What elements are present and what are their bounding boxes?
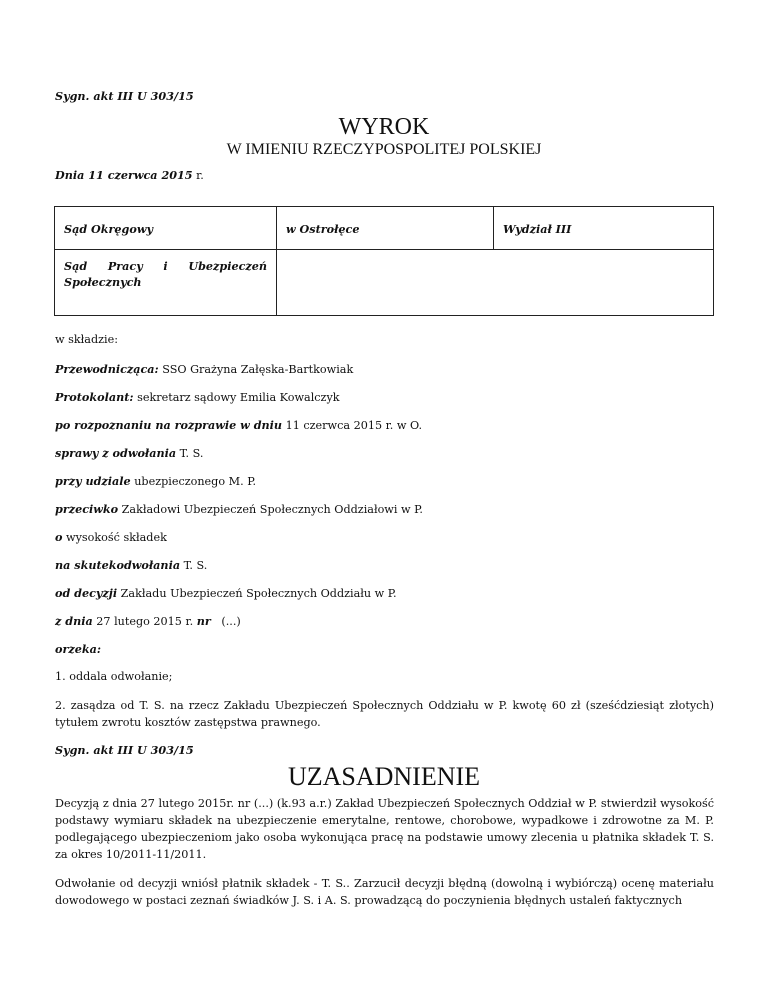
document-title: WYROK xyxy=(338,114,430,140)
court-clerk: Protokolant: sekretarz sądowy Emilia Kowalczyk xyxy=(55,390,340,404)
court-cell: Sąd Okręgowy xyxy=(55,207,277,250)
appealed-decision: od decyzji Zakładu Ubezpieczeń Społecznych Oddziału w P. xyxy=(55,586,397,600)
ruling-item-2: 2. zasądza od T. S. na rzecz Zakładu Ubezpieczeń Społecznych Oddziału w P. kwotę 60 zł (sześćdziesiąt złotych) tytułem zwrotu kosztów zastępstwa prawnego. xyxy=(55,699,714,729)
presiding-judge: Przewodnicząca: SSO Grażyna Załęska-Bartkowiak xyxy=(55,362,354,376)
ruling-label: orzeka: xyxy=(55,642,101,656)
case-signature: Sygn. akt III U 303/15 xyxy=(55,89,194,103)
chamber-cell: Sąd Pracy i Ubezpieczeń Społecznych xyxy=(55,250,277,316)
ruling-item-1: 1. oddala odwołanie; xyxy=(55,670,173,683)
composition-label: w składzie: xyxy=(55,333,118,346)
case-appellant: sprawy z odwołania T. S. xyxy=(55,446,204,460)
hearing-date: po rozpoznaniu na rozprawie w dniu 11 czerwca 2015 r. w O. xyxy=(55,418,423,432)
decision-date: z dnia 27 lutego 2015 r. nr (...) xyxy=(55,614,241,628)
judgment-date: Dnia 11 czerwca 2015 r. xyxy=(55,168,204,182)
justification-signature: Sygn. akt III U 303/15 xyxy=(55,743,194,757)
justification-paragraph-1: Decyzją z dnia 27 lutego 2015r. nr (...) (k.93 a.r.) Zakład Ubezpieczeń Społecznych Oddział w P. stwierdził wysokość podstawy wymiaru składek na ubezpieczenie emerytalne, rentowe, chorobowe, wypadkowe i zdrowotne za M. P. podlegającego ubezpieczeniom jako osoba wykonująca pracę na podstawie umowy zlecenia u płatnika składek T. S. za okres 10/2011-11/2011. xyxy=(55,797,714,861)
document-subtitle: W IMIENIU RZECZYPOSPOLITEJ POLSKIEJ xyxy=(226,141,542,158)
case-respondent: przeciwko Zakładowi Ubezpieczeń Społecznych Oddziałowi w P. xyxy=(55,502,423,516)
empty-cell xyxy=(277,250,714,316)
appeal-party: na skutekodwołania T. S. xyxy=(55,558,208,572)
case-participant: przy udziale ubezpieczonego M. P. xyxy=(55,474,257,488)
court-table xyxy=(54,206,714,316)
case-subject: o wysokość składek xyxy=(55,530,167,544)
justification-paragraph-2: Odwołanie od decyzji wniósł płatnik składek - T. S.. Zarzucił decyzji błędną (dowolną i wybiórczą) ocenę materiału dowodowego w postaci zeznań świadków J. S. i A. S. prowadzącą do poczynienia błędnych ustaleń faktycznych xyxy=(55,877,714,907)
location-cell: w Ostrołęce xyxy=(277,207,494,250)
justification-title: UZASADNIENIE xyxy=(287,762,481,791)
division-cell: Wydział III xyxy=(493,207,713,250)
